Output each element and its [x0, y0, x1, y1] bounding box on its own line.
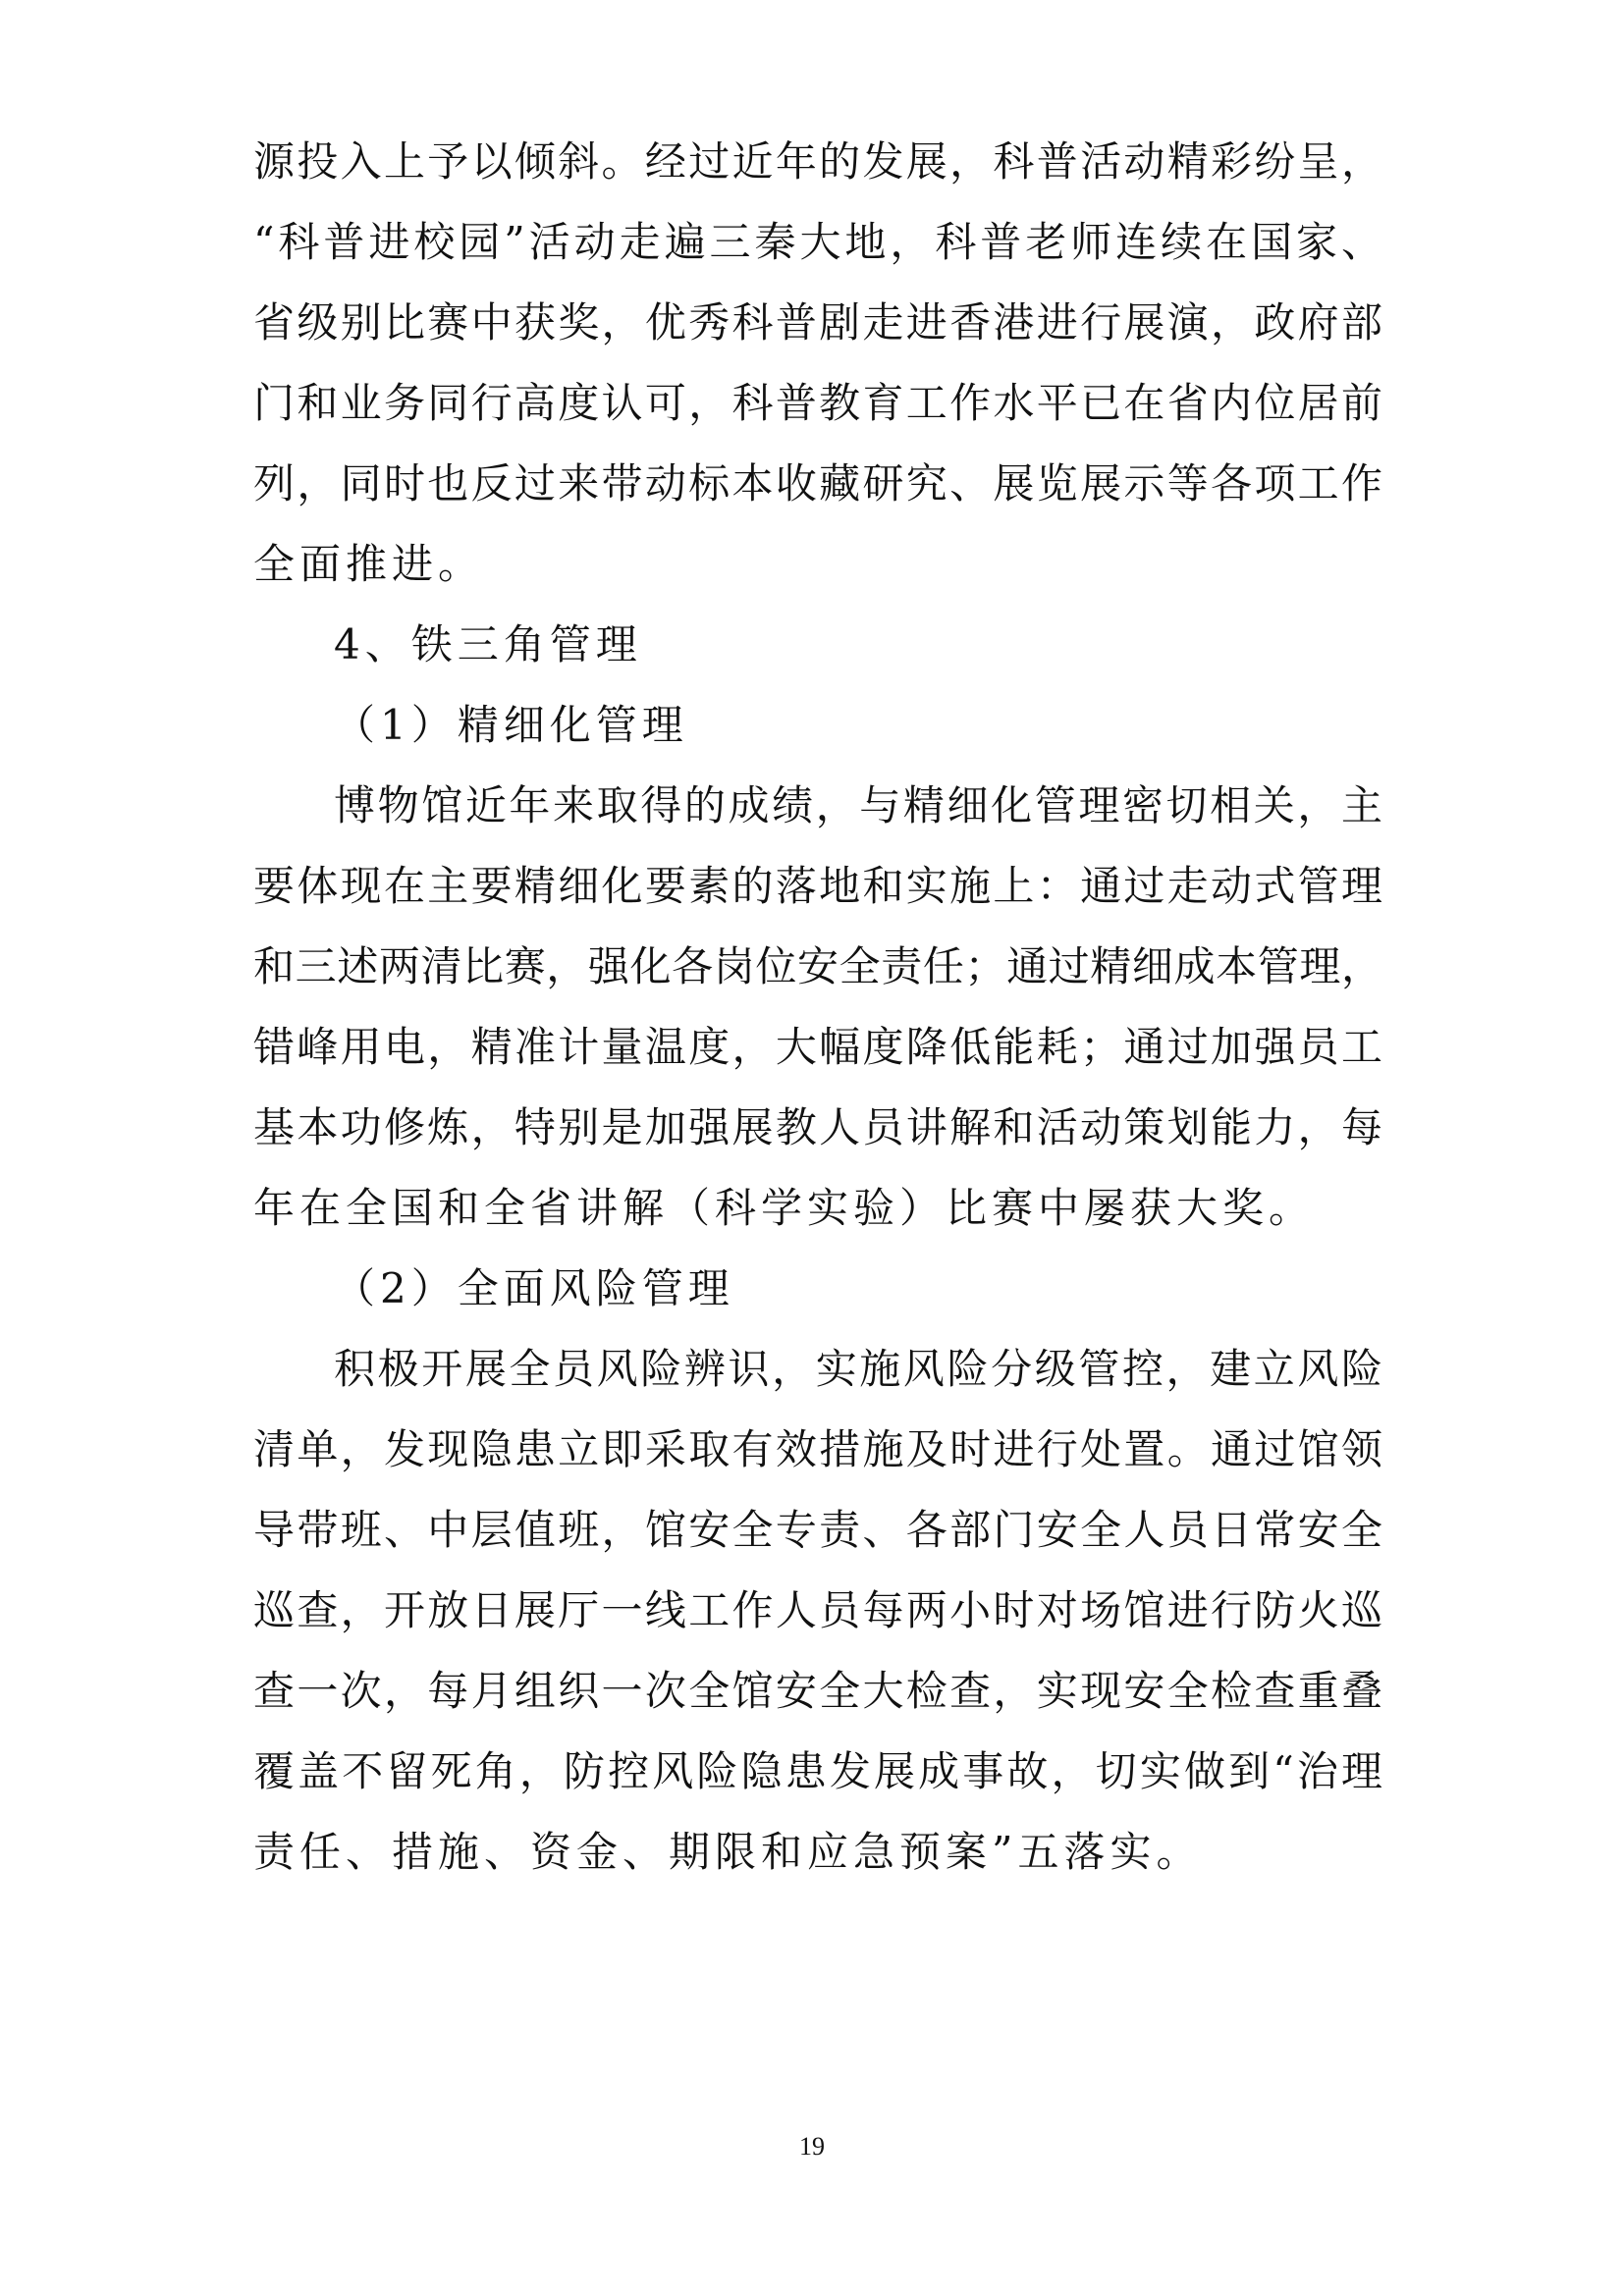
- paragraph-line: 全面推进。: [253, 540, 485, 588]
- paragraph-line: 责任、措施、资金、期限和应急预案”五落实。: [253, 1828, 1203, 1876]
- paragraph-line: 错峰用电，精准计量温度，大幅度降低能耗；通过加强员工: [253, 1023, 1382, 1071]
- paragraph-line: 年在全国和全省讲解（科学实验）比赛中屡获大奖。: [253, 1184, 1316, 1232]
- paragraph-line: 源投入上予以倾斜。经过近年的发展，科普活动精彩纷呈，: [253, 137, 1382, 186]
- paragraph-line: 和三述两清比赛，强化各岗位安全责任；通过精细成本管理，: [253, 942, 1382, 990]
- paragraph-line: 巡查，开放日展厅一线工作人员每两小时对场馆进行防火巡: [253, 1586, 1382, 1634]
- paragraph-line: 积极开展全员风险辨识，实施风险分级管控，建立风险: [334, 1345, 1382, 1393]
- paragraph-line: 门和业务同行高度认可，科普教育工作水平已在省内位居前: [253, 379, 1382, 427]
- paragraph-line: 覆盖不留死角，防控风险隐患发展成事故，切实做到“治理: [253, 1747, 1382, 1795]
- paragraph-line: 基本功修炼，特别是加强展教人员讲解和活动策划能力，每: [253, 1103, 1382, 1151]
- section-heading: 4、铁三角管理: [334, 620, 642, 668]
- paragraph-line: 博物馆近年来取得的成绩，与精细化管理密切相关，主: [334, 781, 1382, 829]
- paragraph-line: 列，同时也反过来带动标本收藏研究、展览展示等各项工作: [253, 459, 1382, 507]
- page-number: 19: [799, 2132, 825, 2161]
- paragraph-line: 导带班、中层值班，馆安全专责、各部门安全人员日常安全: [253, 1506, 1382, 1554]
- subsection-heading: （2）全面风险管理: [334, 1264, 734, 1312]
- subsection-heading: （1）精细化管理: [334, 701, 688, 749]
- paragraph-line: 要体现在主要精细化要素的落地和实施上：通过走动式管理: [253, 862, 1382, 910]
- paragraph-line: 清单，发现隐患立即采取有效措施及时进行处置。通过馆领: [253, 1425, 1382, 1473]
- paragraph-line: 省级别比赛中获奖，优秀科普剧走进香港进行展演，政府部: [253, 298, 1382, 347]
- paragraph-line: “科普进校园”活动走遍三秦大地，科普老师连续在国家、: [253, 218, 1382, 266]
- paragraph-line: 查一次，每月组织一次全馆安全大检查，实现安全检查重叠: [253, 1667, 1382, 1715]
